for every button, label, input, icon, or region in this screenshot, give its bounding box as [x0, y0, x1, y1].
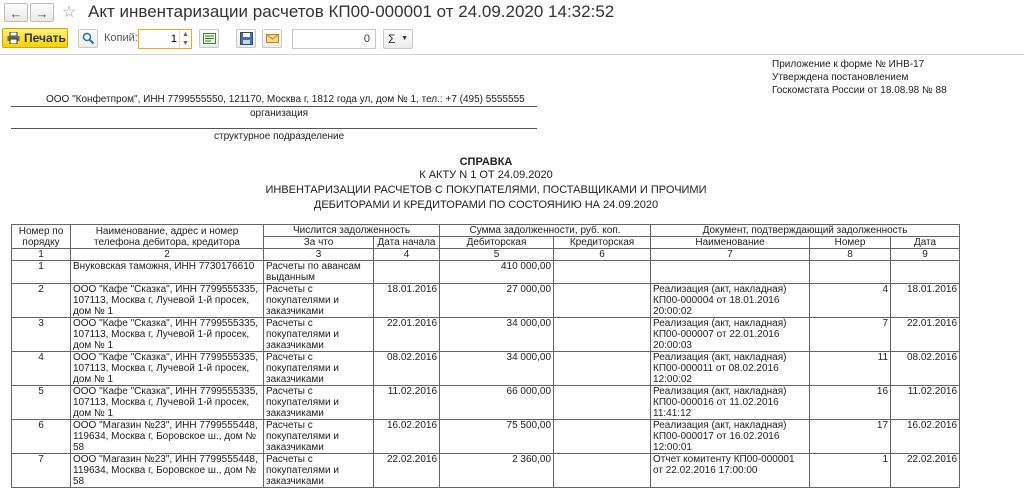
- spreadsheet-document: [0, 54, 1024, 504]
- header-for: За что: [264, 237, 374, 249]
- header-doc-name: Наименование: [651, 237, 810, 249]
- floppy-icon: [240, 32, 253, 45]
- debtor-name-cell[interactable]: ООО "Кафе "Сказка", ИНН 7799555335, 107113, Москва г, Лучевой 1-й просек, дом № 1: [71, 318, 264, 352]
- document-name-cell[interactable]: Отчет комитенту КП00-000001 от 22.02.2016 17:00:00: [651, 454, 810, 488]
- document-name-cell[interactable]: [651, 261, 810, 284]
- row-number-cell[interactable]: 3: [12, 318, 71, 352]
- debt-reason-cell[interactable]: Расчеты по авансам выданным: [264, 261, 374, 284]
- start-date-cell[interactable]: 11.02.2016: [374, 386, 440, 420]
- header-row-number: Номер по порядку: [12, 225, 71, 249]
- appendix-line: Утверждена постановлением: [772, 72, 909, 83]
- document-date-cell[interactable]: 11.02.2016: [891, 386, 960, 420]
- header-sum-group: Сумма задолженности, руб. коп.: [440, 225, 651, 237]
- column-number: 3: [264, 249, 374, 261]
- debtor-name-cell[interactable]: ООО "Магазин №23", ИНН 7799555448, 119634, Москва г, Боровское ш., дом № 58: [71, 454, 264, 488]
- row-number-cell[interactable]: 7: [12, 454, 71, 488]
- document-date-cell[interactable]: [891, 261, 960, 284]
- forward-button[interactable]: [30, 3, 54, 22]
- arrow-left-icon: ←: [9, 6, 23, 21]
- copies-label: Копий:: [104, 32, 138, 44]
- debtor-name-cell[interactable]: ООО "Кафе "Сказка", ИНН 7799555335, 107113, Москва г, Лучевой 1-й просек, дом № 1: [71, 352, 264, 386]
- form-appendix-note: [772, 58, 947, 97]
- inventory-table: [11, 224, 960, 488]
- chevron-down-icon: ▼: [401, 35, 408, 42]
- printer-icon: [7, 32, 20, 44]
- document-date-cell[interactable]: 22.02.2016: [891, 454, 960, 488]
- debit-amount-cell[interactable]: 2 360,00: [440, 454, 554, 488]
- start-date-cell[interactable]: 16.02.2016: [374, 420, 440, 454]
- table-row[interactable]: [12, 386, 960, 420]
- copies-value: 1: [170, 33, 177, 45]
- debt-reason-cell[interactable]: Расчеты с покупателями и заказчиками: [264, 386, 374, 420]
- magnifier-icon: [82, 32, 95, 45]
- unit-underline: [11, 128, 537, 129]
- column-number: 5: [440, 249, 554, 261]
- credit-amount-cell[interactable]: [554, 386, 651, 420]
- sum-button[interactable]: [383, 29, 413, 49]
- preview-button[interactable]: [78, 29, 98, 48]
- title-bar: [0, 0, 1024, 26]
- header-debt-group: Числится задолженность: [264, 225, 440, 237]
- debt-reason-cell[interactable]: Расчеты с покупателями и заказчиками: [264, 420, 374, 454]
- row-number-cell[interactable]: 6: [12, 420, 71, 454]
- document-number-cell[interactable]: 17: [810, 420, 891, 454]
- column-number: 2: [71, 249, 264, 261]
- sigma-icon: Σ: [388, 32, 396, 46]
- debit-amount-cell[interactable]: 34 000,00: [440, 318, 554, 352]
- row-number-cell[interactable]: 4: [12, 352, 71, 386]
- debtor-name-cell[interactable]: ООО "Кафе "Сказка", ИНН 7799555335, 107113, Москва г, Лучевой 1-й просек, дом № 1: [71, 386, 264, 420]
- debit-amount-cell[interactable]: 34 000,00: [440, 352, 554, 386]
- table-body: [12, 261, 960, 488]
- debt-reason-cell[interactable]: Расчеты с покупателями и заказчиками: [264, 454, 374, 488]
- credit-amount-cell[interactable]: [554, 261, 651, 284]
- print-label: Печать: [24, 31, 66, 45]
- header-debtor-name: Наименование, адрес и номер телефона дебитора, кредитора: [71, 225, 264, 249]
- debit-amount-cell[interactable]: 66 000,00: [440, 386, 554, 420]
- debit-amount-cell[interactable]: 27 000,00: [440, 284, 554, 318]
- back-button[interactable]: [4, 3, 28, 22]
- organization-caption: организация: [250, 108, 309, 119]
- debtor-name-cell[interactable]: ООО "Магазин №23", ИНН 7799555448, 119634, Москва г, Боровское ш., дом № 58: [71, 420, 264, 454]
- header-doc-number: Номер: [810, 237, 891, 249]
- start-date-cell[interactable]: 08.02.2016: [374, 352, 440, 386]
- row-number-cell[interactable]: 2: [12, 284, 71, 318]
- document-name-cell[interactable]: Реализация (акт, накладная) КП00-000004 от 18.01.2016 20:00:02: [651, 284, 810, 318]
- row-number-cell[interactable]: 5: [12, 386, 71, 420]
- document-number-cell[interactable]: 16: [810, 386, 891, 420]
- debt-reason-cell[interactable]: Расчеты с покупателями и заказчиками: [264, 284, 374, 318]
- document-date-cell[interactable]: 22.01.2016: [891, 318, 960, 352]
- arrow-right-icon: →: [35, 6, 49, 21]
- document-heading-line2: ИНВЕНТАРИЗАЦИИ РАСЧЕТОВ С ПОКУПАТЕЛЯМИ, ПОСТАВЩИКАМИ И ПРОЧИМИ: [265, 184, 707, 196]
- credit-amount-cell[interactable]: [554, 284, 651, 318]
- organization-underline: [11, 106, 537, 107]
- document-date-cell[interactable]: 08.02.2016: [891, 352, 960, 386]
- start-date-cell[interactable]: 22.01.2016: [374, 318, 440, 352]
- debit-amount-cell[interactable]: 75 500,00: [440, 420, 554, 454]
- table-row[interactable]: [12, 318, 960, 352]
- header-debit: Дебиторская: [440, 237, 554, 249]
- window-title: Акт инвентаризации расчетов КП00-000001 от 24.09.2020 14:32:52: [88, 2, 615, 21]
- send-email-button[interactable]: [262, 29, 282, 48]
- document-number-cell[interactable]: 1: [810, 454, 891, 488]
- debtor-name-cell[interactable]: Внуковская таможня, ИНН 7730176610: [71, 261, 264, 284]
- header-document-group: Документ, подтверждающий задолженность: [651, 225, 960, 237]
- envelope-icon: [266, 32, 279, 45]
- start-date-cell[interactable]: 18.01.2016: [374, 284, 440, 318]
- document-name-cell[interactable]: Реализация (акт, накладная) КП00-000007 от 22.01.2016 20:00:03: [651, 318, 810, 352]
- table-row[interactable]: [12, 261, 960, 284]
- table-row[interactable]: [12, 284, 960, 318]
- document-number-cell[interactable]: 11: [810, 352, 891, 386]
- row-number-cell[interactable]: 1: [12, 261, 71, 284]
- copies-spinner[interactable]: ▲ ▼: [179, 30, 191, 48]
- star-icon: ☆: [61, 4, 77, 21]
- favorite-button[interactable]: [58, 3, 80, 22]
- debt-reason-cell[interactable]: Расчеты с покупателями и заказчиками: [264, 318, 374, 352]
- page-setup-icon: [203, 32, 216, 45]
- appendix-line: Приложение к форме № ИНВ-17: [772, 59, 925, 70]
- column-number: 6: [554, 249, 651, 261]
- document-subheading: К АКТУ N 1 ОТ 24.09.2020: [419, 169, 553, 181]
- table-row[interactable]: [12, 454, 960, 488]
- column-number: 9: [891, 249, 960, 261]
- document-number-cell[interactable]: 4: [810, 284, 891, 318]
- start-date-cell[interactable]: 22.02.2016: [374, 454, 440, 488]
- credit-amount-cell[interactable]: [554, 454, 651, 488]
- debit-amount-cell[interactable]: 410 000,00: [440, 261, 554, 284]
- table-row[interactable]: [12, 420, 960, 454]
- document-number-cell[interactable]: [810, 261, 891, 284]
- credit-amount-cell[interactable]: [554, 318, 651, 352]
- column-number: 7: [651, 249, 810, 261]
- credit-amount-cell[interactable]: [554, 420, 651, 454]
- print-button[interactable]: [2, 28, 68, 48]
- print-settings-button[interactable]: [199, 29, 219, 48]
- toolbar: [0, 26, 1024, 52]
- debtor-name-cell[interactable]: ООО "Кафе "Сказка", ИНН 7799555335, 107113, Москва г, Лучевой 1-й просек, дом № 1: [71, 284, 264, 318]
- sum-value-field[interactable]: 0: [292, 29, 376, 49]
- copies-input[interactable]: [138, 29, 192, 49]
- document-date-cell[interactable]: 16.02.2016: [891, 420, 960, 454]
- unit-caption: структурное подразделение: [214, 131, 345, 142]
- document-name-cell[interactable]: Реализация (акт, накладная) КП00-000017 от 16.02.2016 12:00:01: [651, 420, 810, 454]
- credit-amount-cell[interactable]: [554, 352, 651, 386]
- document-heading: СПРАВКА: [459, 156, 513, 168]
- document-name-cell[interactable]: Реализация (акт, накладная) КП00-000016 от 11.02.2016 11:41:12: [651, 386, 810, 420]
- start-date-cell[interactable]: [374, 261, 440, 284]
- document-date-cell[interactable]: 18.01.2016: [891, 284, 960, 318]
- save-button[interactable]: [236, 29, 256, 48]
- column-number: 1: [12, 249, 71, 261]
- appendix-line: Госкомстата России от 18.08.98 № 88: [772, 85, 947, 96]
- document-number-cell[interactable]: 7: [810, 318, 891, 352]
- organization-name: ООО "Конфетпром", ИНН 7799555550, 121170, Москва г, 1812 года ул, дом № 1, тел.: +7 (495) 5555555: [46, 94, 525, 105]
- column-number: 4: [374, 249, 440, 261]
- table-row[interactable]: [12, 352, 960, 386]
- column-number: 8: [810, 249, 891, 261]
- header-start-date: Дата начала: [374, 237, 440, 249]
- document-name-cell[interactable]: Реализация (акт, накладная) КП00-000011 от 08.02.2016 12:00:02: [651, 352, 810, 386]
- debt-reason-cell[interactable]: Расчеты с покупателями и заказчиками: [264, 352, 374, 386]
- header-credit: Кредиторская: [554, 237, 651, 249]
- document-heading-line3: ДЕБИТОРАМИ И КРЕДИТОРАМИ ПО СОСТОЯНИЮ НА 24.09.2020: [313, 199, 659, 211]
- header-doc-date: Дата: [891, 237, 960, 249]
